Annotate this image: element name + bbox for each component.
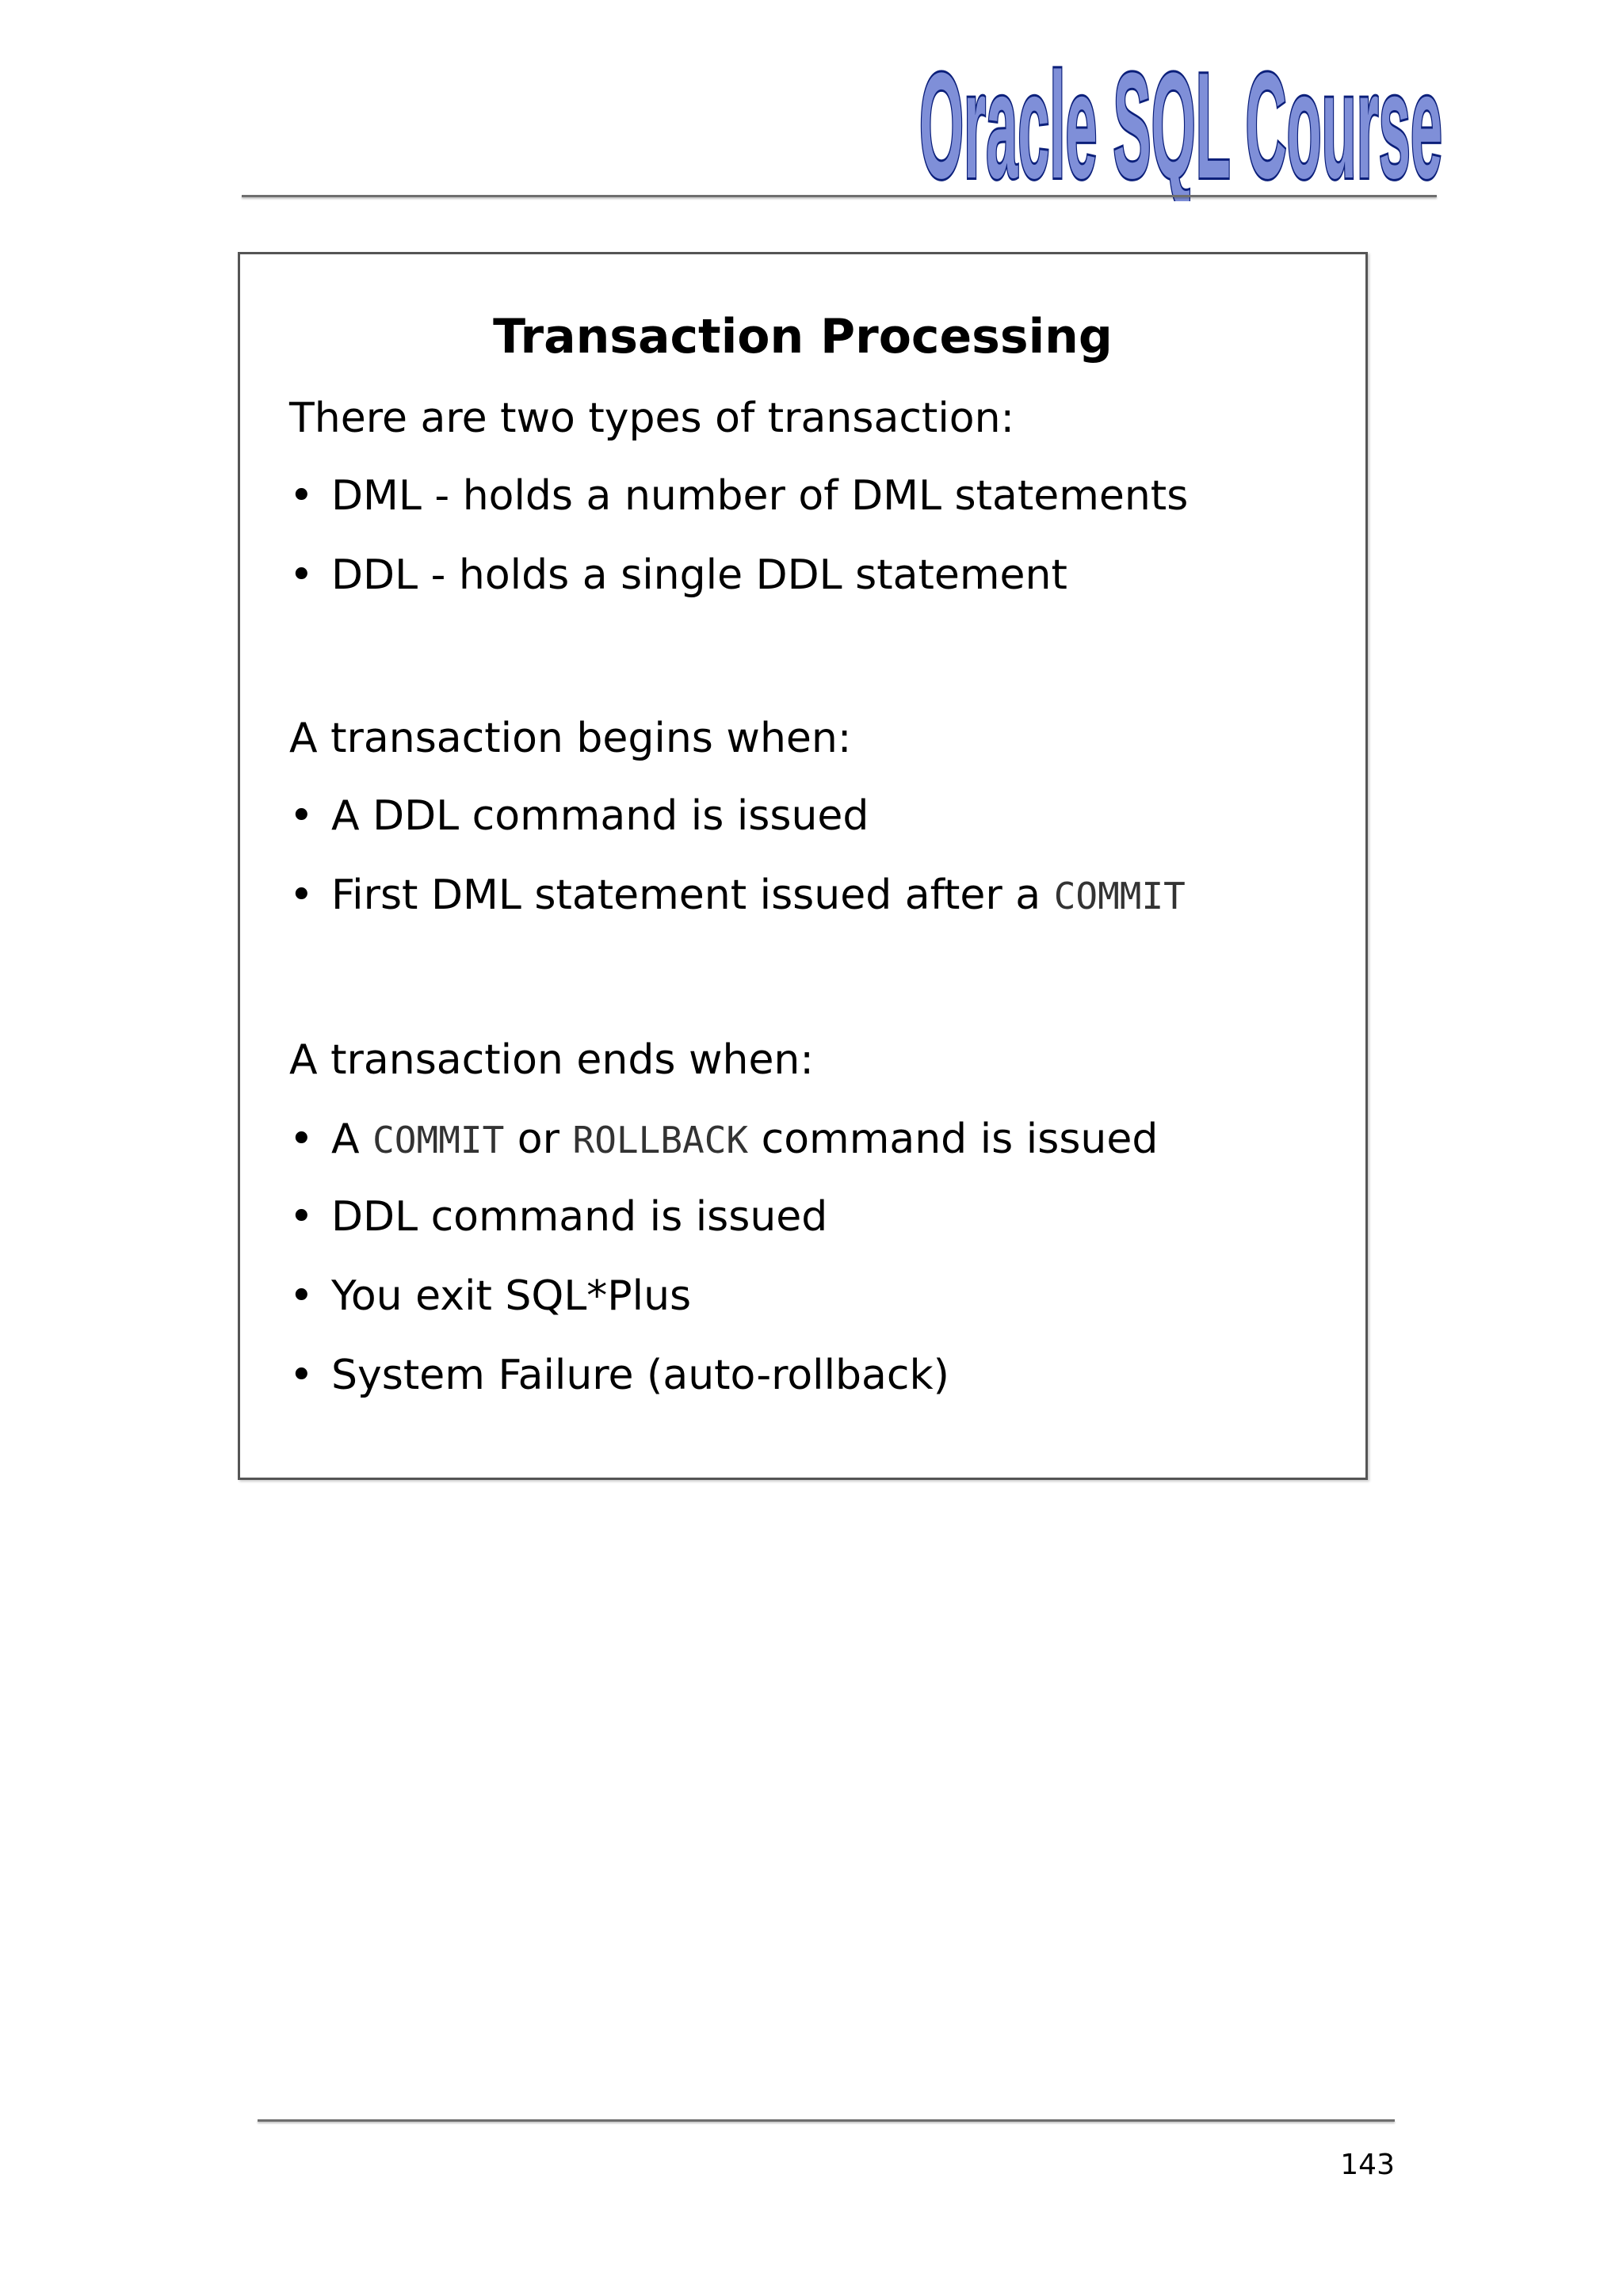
logo-text: Oracle SQL Course <box>919 42 1442 201</box>
list-item-text: or <box>504 1116 573 1163</box>
section-intro-types: There are two types of transaction: <box>289 395 1015 442</box>
list-item-text: First DML statement issued after a <box>331 871 1054 919</box>
bullet-icon: • <box>289 792 314 840</box>
bullet-icon: • <box>289 1352 314 1399</box>
bullet-icon: • <box>289 472 314 520</box>
list-item <box>289 1351 949 1400</box>
bullet-icon: • <box>289 1116 314 1163</box>
bullet-icon: • <box>289 1193 314 1241</box>
page-number: 143 <box>1340 2149 1395 2181</box>
bullet-icon: • <box>289 1272 314 1320</box>
list-item <box>289 551 1067 600</box>
list-item <box>289 791 869 841</box>
code-keyword: ROLLBACK <box>572 1119 749 1161</box>
list-item <box>289 471 1188 521</box>
list-item-text: A DDL command is issued <box>331 792 869 840</box>
list-item-text: DDL command is issued <box>331 1193 828 1241</box>
code-keyword: COMMIT <box>372 1119 505 1161</box>
list-item <box>289 1115 1158 1165</box>
list-item-text: DDL - holds a single DDL statement <box>331 551 1067 599</box>
list-item <box>289 1272 691 1321</box>
list-item-text: A <box>331 1116 373 1163</box>
list-item <box>289 1192 827 1241</box>
section-intro-ends: A transaction ends when: <box>289 1036 814 1084</box>
list-item-text: You exit SQL*Plus <box>331 1272 692 1320</box>
slide-box <box>238 252 1368 1480</box>
list-item-text: DML - holds a number of DML statements <box>331 472 1189 520</box>
list-item <box>289 871 1186 921</box>
course-logo <box>903 35 1458 201</box>
slide-title: Transaction Processing <box>493 309 1113 364</box>
code-keyword: COMMIT <box>1053 875 1186 917</box>
bullet-icon: • <box>289 551 314 599</box>
footer-rule <box>258 2119 1395 2122</box>
bullet-icon: • <box>289 871 314 919</box>
section-intro-begins: A transaction begins when: <box>289 715 852 762</box>
list-item-text: command is issued <box>748 1116 1159 1163</box>
header-rule <box>242 195 1437 197</box>
list-item-text: System Failure (auto-rollback) <box>331 1352 949 1399</box>
